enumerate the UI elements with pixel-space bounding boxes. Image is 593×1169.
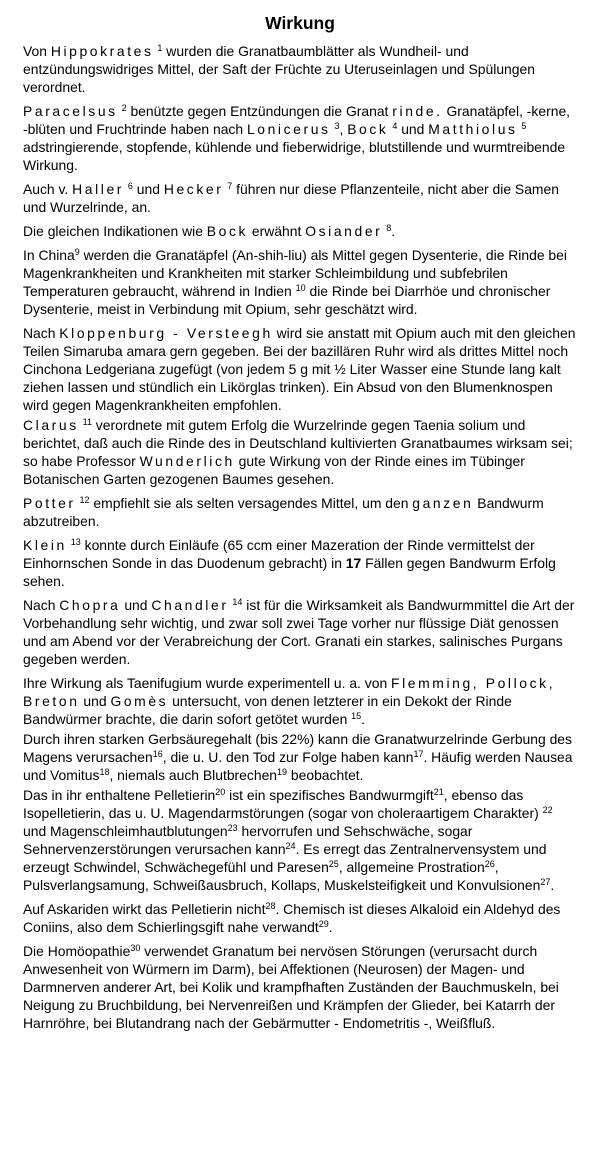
text-run: Durch ihren starken Gerbsäuregehalt (bis 22%) kann die Granatwurzelrinde Gerbung des Magens verursachen — [23, 731, 572, 765]
document-body — [23, 42, 577, 1032]
spaced-name: Bock — [206, 223, 249, 239]
spaced-name: Potter — [23, 495, 76, 511]
spaced-name: Wunderlich — [139, 453, 235, 469]
text-run: und Magenschleimhautblutungen — [23, 823, 228, 839]
text-run: ist ein spezifisches Bandwurmgift — [225, 787, 434, 803]
text-run: erwähnt — [248, 223, 306, 239]
paragraph — [23, 42, 577, 96]
spaced-name: Chopra — [59, 597, 121, 613]
text-run: empfiehlt sie als selten versagendes Mittel, um den — [89, 495, 413, 511]
text-run: konnte durch Einläufe (65 ccm einer Mazeration der Rinde vermittelst der Einhornschen Sonde in das Duodenum gebracht) in — [23, 537, 535, 571]
spaced-name: Paracelsus — [23, 103, 118, 119]
footnote-marker: 26 — [484, 859, 495, 869]
paragraph — [23, 222, 577, 240]
text-run: In China — [23, 247, 75, 263]
text-run: beobachtet. — [287, 767, 364, 783]
text-run: Die Homöopathie — [23, 943, 131, 959]
text-run: , niemals auch Blutbrechen — [109, 767, 278, 783]
paragraph — [23, 900, 577, 936]
text-run: Nach — [23, 597, 60, 613]
footnote-marker: 22 — [542, 805, 553, 815]
text-run: Von — [23, 43, 51, 59]
text-run: . — [361, 711, 366, 727]
footnote-marker: 8 — [386, 223, 392, 233]
text-run: . — [550, 877, 555, 893]
spaced-name: rinde. — [392, 103, 443, 119]
paragraph — [23, 102, 577, 174]
footnote-marker: 7 — [227, 181, 233, 191]
footnote-marker: 19 — [277, 767, 288, 777]
text-run: hervorrufen und Sehschwäche, sogar Sehnervenzerstörungen verursachen kann — [23, 823, 473, 857]
text-run: Ihre Wirkung als Taenifugium wurde experimentell u. a. von — [23, 675, 392, 691]
footnote-marker: 1 — [157, 43, 163, 53]
text-run: wird sie anstatt mit Opium auch mit den gleichen Teilen Simaruba amara gern gegeben. Bei der bazillären Ruhr wird als drittes Mittel noch Cinchona Ledgeriana zugefügt (von jedem 5 g mit ½ Liter Wasser eine Stunde lang kalt ziehen lassen und stündlich ein Likörglas trinken). Ein Absud von den Blumenknospen wird gegen Magenkrankheiten empfohlen. — [23, 325, 576, 413]
text-run: adstringierende, stopfende, kühlende und fieberwidrige, blutstillende und wurmtreibende Wirkung. — [23, 139, 566, 173]
text-run: und — [132, 181, 164, 197]
paragraph — [23, 942, 577, 1032]
spaced-name: Matthiolus — [428, 121, 518, 137]
footnote-marker: 14 — [232, 597, 243, 607]
footnote-marker: 17 — [413, 749, 424, 759]
spaced-name: Hippokrates — [50, 43, 154, 59]
footnote-marker: 5 — [521, 121, 527, 131]
footnote-marker: 28 — [265, 901, 276, 911]
text-run: Fällen gegen Bandwurm Erfolg sehen. — [23, 555, 556, 589]
footnote-marker: 2 — [121, 103, 127, 113]
spaced-name: Kloppenburg - Versteegh — [59, 325, 273, 341]
footnote-marker: 4 — [392, 121, 398, 131]
spaced-name: Lonicerus — [246, 121, 331, 137]
text-run: Bandwurm abzutreiben. — [23, 495, 544, 529]
paragraph — [23, 494, 577, 530]
text-run: gute Wirkung von der Rinde eines im Tübinger Botanischen Garten gezogenen Baumes gesehen. — [23, 453, 525, 487]
footnote-marker: 16 — [152, 749, 163, 759]
paragraph — [23, 596, 577, 668]
text-run: . — [328, 919, 333, 935]
text-run: benützte gegen Entzündungen die Granat — [126, 103, 393, 119]
spaced-name: Chandler — [151, 597, 229, 613]
footnote-marker: 21 — [433, 787, 444, 797]
text-run: und — [79, 693, 111, 709]
footnote-marker: 13 — [70, 537, 81, 547]
paragraph — [23, 536, 577, 590]
footnote-marker: 25 — [328, 859, 339, 869]
spaced-name: Hecker — [163, 181, 224, 197]
footnote-marker: 11 — [82, 417, 92, 427]
text-run: . Häufig werden Nausea und Vomitus — [23, 749, 573, 783]
text-run: und — [397, 121, 429, 137]
text-run: ist für die Wirksamkeit als Bandwurmmittel die Art der Vorbehandlung sehr wichtig, und zwar soll zwei Tage vorher nur flüssige Diät genossen und am Abend vor der Verabreichung der Cort. Granati ein starkes, salinisches Purgans gegeben werden. — [23, 597, 575, 667]
bold-text: 17 — [345, 555, 362, 571]
text-run: Auf Askariden wirkt das Pelletierin nicht — [23, 901, 266, 917]
footnote-marker: 24 — [285, 841, 296, 851]
paragraph — [23, 246, 577, 318]
paragraph — [23, 786, 577, 894]
text-run: , allgemeine Prostration — [338, 859, 485, 875]
footnote-marker: 30 — [130, 943, 141, 953]
text-run: verordnete mit gutem Erfolg die Wurzelrinde gegen Taenia solium und berichtet, daß auch die Rinde des in Deutschland kultivierten Granatbaumes wirksam sei; so habe Professor — [23, 417, 573, 469]
footnote-marker: 6 — [127, 181, 133, 191]
text-run: Auch v. — [23, 181, 73, 197]
spaced-name: Bock — [347, 121, 389, 137]
footnote-marker: 29 — [318, 919, 329, 929]
footnote-marker: 18 — [99, 767, 110, 777]
spaced-name: Osiander — [305, 223, 383, 239]
spaced-name: Clarus — [23, 417, 79, 433]
text-run: . — [391, 223, 396, 239]
text-run: , Pulsverlangsamung, Schweißausbruch, Kollaps, Muskelsteifigkeit und Konvulsionen — [23, 859, 541, 893]
text-run: , — [339, 121, 348, 137]
footnote-marker: 20 — [215, 787, 226, 797]
text-run: wurden die Granatbaumblätter als Wundheil- und entzündungswidriges Mittel, der Saft der Früchte zu Uteruseinlagen und Spülungen verordnet. — [23, 43, 535, 95]
paragraph — [23, 416, 577, 488]
text-run: . Es erregt das Zentralnervensystem und erzeugt Schwindel, Schwächegefühl und Paresen — [23, 841, 547, 875]
paragraph — [23, 730, 577, 784]
text-run: führen nur diese Pflanzenteile, nicht aber die Samen und Wurzelrinde, an. — [23, 181, 559, 215]
text-run: Granatäpfel, -kerne, -blüten und Fruchtrinde haben nach — [23, 103, 571, 137]
text-run: Nach — [23, 325, 60, 341]
text-run: , die u. U. den Tod zur Folge haben kann — [162, 749, 414, 765]
spaced-name: Haller — [72, 181, 125, 197]
footnote-marker: 23 — [227, 823, 238, 833]
text-run: untersucht, von denen letzterer in ein Dekokt der Rinde Bandwürmer brachte, die darin sofort getötet wurden — [23, 693, 512, 727]
text-run: werden die Granatäpfel (An-shih-liu) als Mittel gegen Dysenterie, die Rinde bei Magenkrankheiten und Krankheiten mit starker Schleimbildung und subfebrilen Temperaturen gebraucht, während in Indien — [23, 247, 567, 299]
footnote-marker: 10 — [295, 283, 306, 293]
footnote-marker: 9 — [74, 247, 80, 257]
text-run: , ebenso das Isopelletierin, das u. U. Magendarmstörungen (sogar von choleraartigem Charakter) — [23, 787, 543, 821]
footnote-marker: 15 — [351, 711, 362, 721]
paragraph — [23, 324, 577, 414]
paragraph — [23, 180, 577, 216]
spaced-name: ganzen — [412, 495, 474, 511]
page-title: Wirkung — [265, 13, 335, 33]
text-run: die Rinde bei Diarrhöe und chronischer Dysenterie, meist in Verbindung mit Opium, sehr geschätzt wird. — [23, 283, 551, 317]
spaced-name: Flemming, Pollock, Breton — [23, 675, 556, 709]
text-run: verwendet Granatum bei nervösen Störungen (verursacht durch Anwesenheit von Würmern im Darm), bei Affektionen (Neurosen) der Magen- und Darmnerven anderer Art, bei Kolik und krampfhaften Zuständen der Bauchmuskeln, bei Neigung zu Bruchbildung, bei Nervenreißen und Krämpfen der Glieder, bei Katarrh der Harnröhre, bei Blutandrang nach der Gebärmutter - Endometritis -, Weißfluß. — [23, 943, 559, 1031]
paragraph — [23, 674, 577, 728]
spaced-name: Gomès — [110, 693, 169, 709]
footnote-marker: 27 — [540, 877, 551, 887]
footnote-marker: 3 — [334, 121, 340, 131]
text-run: und — [120, 597, 152, 613]
text-run: Die gleichen Indikationen wie — [23, 223, 207, 239]
text-run: . Chemisch ist dieses Alkaloid ein Aldehyd des Coniins, also dem Schierlingsgift nahe verwandt — [23, 901, 561, 935]
footnote-marker: 12 — [79, 495, 90, 505]
spaced-name: Klein — [23, 537, 67, 553]
text-run: Das in ihr enthaltene Pelletierin — [23, 787, 216, 803]
